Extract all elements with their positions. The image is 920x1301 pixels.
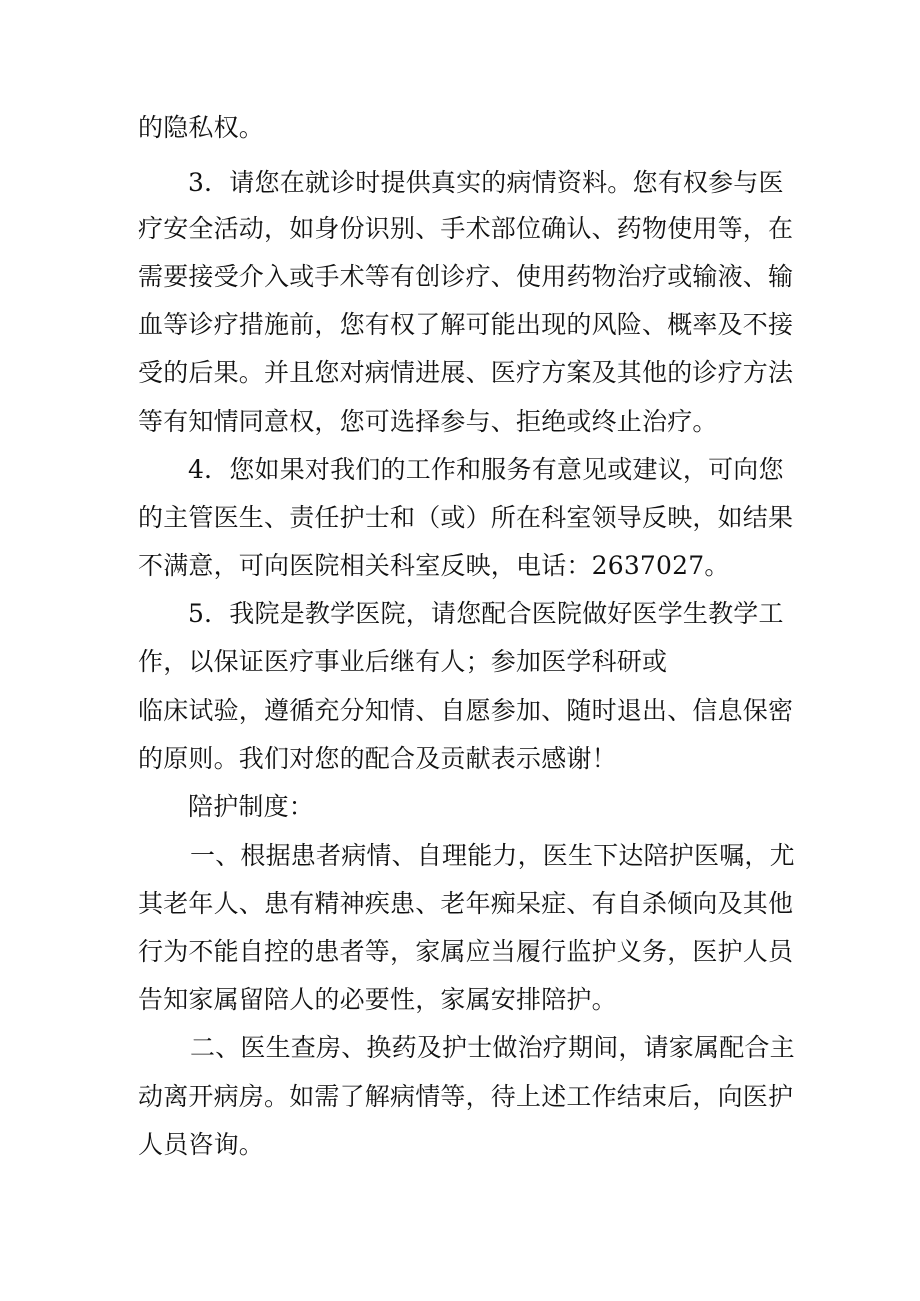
item-3-line-3: 需要接受介入或手术等有创诊疗、使用药物治疗或输液、输 <box>138 262 794 291</box>
rule-1-line-1: 一、根据患者病情、自理能力，医生下达陪护医嘱，尤 <box>190 841 795 870</box>
item-5-line-2: 作，以保证医疗事业后继有人；参加医学科研或 <box>138 647 668 676</box>
rule-2-line-1: 二、医生查房、换药及护士做治疗期间，请家属配合主 <box>190 1033 795 1062</box>
rule-2-line-2: 动离开病房。如需了解病情等，待上述工作结束后，向医护 <box>138 1082 794 1111</box>
text-line-1: 的隐私权。 <box>138 113 265 142</box>
rule-2-line-3: 人员咨询。 <box>138 1130 265 1159</box>
item-5-line-1: 5．我院是教学医院，请您配合医院做好医学生教学工 <box>188 599 784 628</box>
rule-1-line-3: 行为不能自控的患者等，家属应当履行监护义务，医护人员 <box>138 937 794 966</box>
item-3-line-5: 受的后果。并且您对病情进展、医疗方案及其他的诊疗方法 <box>138 358 794 387</box>
item-3-line-1: 3．请您在就诊时提供真实的病情资料。您有权参与医 <box>188 168 784 197</box>
rule-1-line-4: 告知家属留陪人的必要性，家属安排陪护。 <box>138 985 617 1014</box>
rule-1-line-2: 其老年人、患有精神疾患、老年痴呆症、有自杀倾向及其他 <box>138 889 794 918</box>
item-4-line-3: 不满意，可向医院相关科室反映，电话：2637027。 <box>138 551 730 580</box>
item-4-line-2: 的主管医生、责任护士和（或）所在科室领导反映，如结果 <box>138 503 794 532</box>
item-5-line-4: 的原则。我们对您的配合及贡献表示感谢！ <box>138 744 617 773</box>
item-3-line-6: 等有知情同意权，您可选择参与、拒绝或终止治疗。 <box>138 407 718 436</box>
section-heading-escort-rules: 陪护制度： <box>188 792 315 821</box>
item-4-line-1: 4．您如果对我们的工作和服务有意见或建议，可向您 <box>188 455 784 484</box>
item-3-line-2: 疗安全活动，如身份识别、手术部位确认、药物使用等，在 <box>138 214 794 243</box>
item-5-line-3: 临床试验，遵循充分知情、自愿参加、随时退出、信息保密 <box>138 696 794 725</box>
item-3-line-4: 血等诊疗措施前，您有权了解可能出现的风险、概率及不接 <box>138 310 794 339</box>
